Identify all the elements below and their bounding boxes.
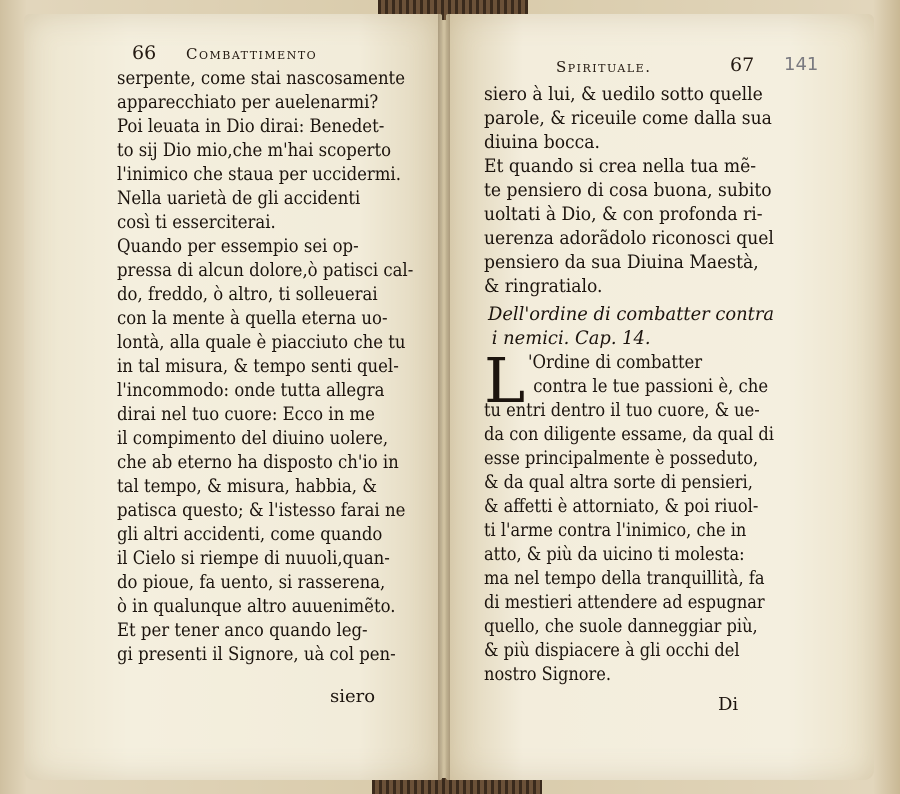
text-line: uoltati à Dio, & con profonda ri- bbox=[484, 203, 763, 225]
text-line: atto, & più da uicino ti molesta: bbox=[484, 543, 745, 565]
text-line: esse principalmente è posseduto, bbox=[484, 447, 759, 469]
chapter-title bbox=[488, 302, 792, 350]
left-page-text bbox=[117, 66, 458, 666]
text-line: siero à lui, & uedilo sotto quelle bbox=[484, 83, 763, 105]
text-line: te pensiero di cosa buona, subito bbox=[484, 179, 772, 201]
text-line: quello, che suole danneggiar più, bbox=[484, 615, 758, 637]
drop-cap: L bbox=[484, 344, 526, 417]
text-line: l'incommodo: onde tutta allegra bbox=[117, 379, 385, 401]
text-line: con la mente à quella eterna uo- bbox=[117, 307, 388, 329]
text-line: & più dispiacere à gli occhi del bbox=[484, 639, 740, 661]
text-line: gli altri accidenti, come quando bbox=[117, 523, 383, 545]
text-line: l'inimico che staua per uccidermi. bbox=[117, 163, 401, 185]
text-line: & affetti è attorniato, & poi riuol- bbox=[484, 495, 759, 517]
right-running-head: Spirituale. bbox=[556, 58, 652, 76]
text-line: pensiero da sua Diuina Maestà, bbox=[484, 251, 759, 273]
text-line: parole, & riceuile come dalla sua bbox=[484, 107, 772, 129]
text-line: da con diligente essame, da qual di bbox=[484, 423, 774, 445]
text-line: do pioue, fa uento, si rasserena, bbox=[117, 571, 386, 593]
text-line: to sij Dio mio,che m'hai scoperto bbox=[117, 139, 392, 161]
right-page-text-cap bbox=[528, 350, 805, 398]
left-catchword: siero bbox=[330, 686, 376, 707]
text-line: ti l'arme contra l'inimico, che in bbox=[484, 519, 747, 541]
text-line: Et quando si crea nella tua mẽ- bbox=[484, 155, 757, 177]
text-line: nostro Signore. bbox=[484, 663, 612, 685]
text-line: serpente, come stai nascosamente bbox=[117, 67, 405, 89]
left-page-number: 66 bbox=[132, 42, 157, 64]
text-line: apparecchiato per auelenarmi? bbox=[117, 91, 379, 113]
binding-bottom bbox=[372, 778, 542, 794]
text-line: gi presenti il Signore, uà col pen- bbox=[117, 643, 396, 665]
right-page-text-top bbox=[484, 82, 805, 298]
text-line: ò in qualunque altro auuenimẽto. bbox=[117, 595, 396, 617]
text-line: dirai nel tuo cuore: Ecco in me bbox=[117, 403, 375, 425]
text-line: in tal misura, & tempo senti quel- bbox=[117, 355, 399, 377]
text-line: ma nel tempo della tranquillità, fa bbox=[484, 567, 765, 589]
text-line: il Cielo si riempe di nuuoli,quan- bbox=[117, 547, 390, 569]
text-line: pressa di alcun dolore,ò patisci cal- bbox=[117, 259, 414, 281]
text-line: così ti esserciterai. bbox=[117, 211, 276, 233]
pencil-page-note: 141 bbox=[784, 54, 819, 75]
text-line: tu entri dentro il tuo cuore, & ue- bbox=[484, 399, 760, 421]
text-line: Nella uarietà de gli accidenti bbox=[117, 187, 361, 209]
text-line: contra le tue passioni è, che bbox=[533, 375, 769, 397]
text-line: Dell'ordine di combatter contra bbox=[488, 303, 775, 325]
text-line: tal tempo, & misura, habbia, & bbox=[117, 475, 377, 497]
text-line: uerenza adorãdolo riconosci quel bbox=[484, 227, 774, 249]
text-line: Quando per essempio sei op- bbox=[117, 235, 359, 257]
text-line: 'Ordine di combatter bbox=[528, 351, 703, 373]
text-line: i nemici. Cap. 14. bbox=[491, 327, 651, 349]
text-line: Et per tener anco quando leg- bbox=[117, 619, 368, 641]
text-line: do, freddo, ò altro, ti solleuerai bbox=[117, 283, 378, 305]
right-page-number: 67 bbox=[730, 54, 755, 76]
text-line: di mestieri attendere ad espugnar bbox=[484, 591, 765, 613]
right-page-text-bottom bbox=[484, 398, 824, 686]
text-line: diuina bocca. bbox=[484, 131, 600, 153]
text-line: il compimento del diuino uolere, bbox=[117, 427, 389, 449]
left-running-head: Combattimento bbox=[186, 45, 318, 63]
text-line: che ab eterno ha disposto ch'io in bbox=[117, 451, 399, 473]
text-line: lontà, alla quale è piacciuto che tu bbox=[117, 331, 406, 353]
text-line: & da qual altra sorte di pensieri, bbox=[484, 471, 753, 493]
right-catchword: Di bbox=[718, 694, 739, 715]
text-line: patisca questo; & l'istesso farai ne bbox=[117, 499, 406, 521]
text-line: & ringratialo. bbox=[484, 275, 603, 297]
text-line: Poi leuata in Dio dirai: Benedet- bbox=[117, 115, 385, 137]
